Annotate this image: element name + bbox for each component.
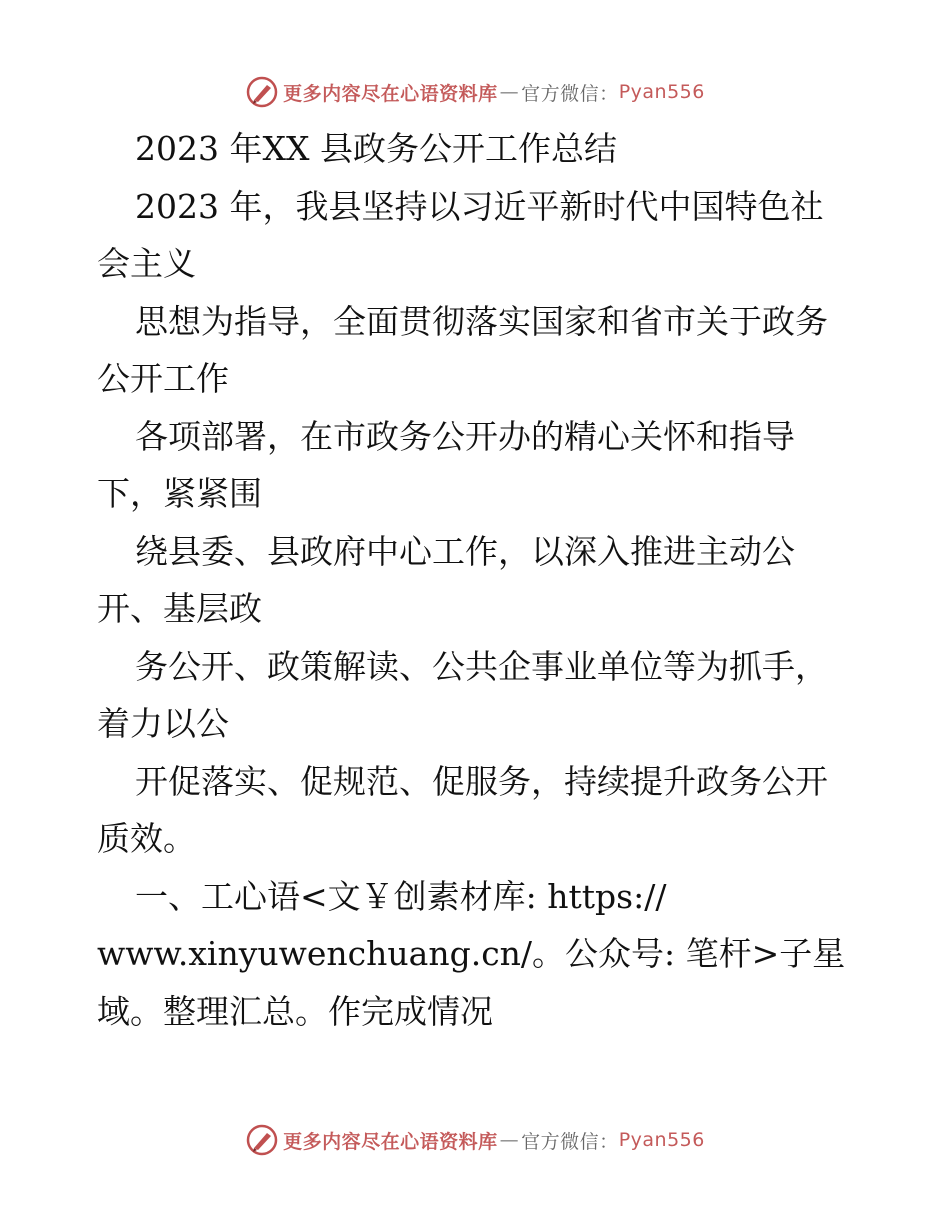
body-line: www.xinyuwenchuang.cn/。公众号: 笔杆>子星 xyxy=(97,934,846,973)
body-line: 会主义 xyxy=(97,244,196,283)
body-line: 着力以公 xyxy=(97,704,229,743)
pen-logo-icon xyxy=(245,1123,279,1157)
watermark-separator: — xyxy=(499,81,520,103)
body-line: 域。整理汇总。作完成情况 xyxy=(97,991,493,1031)
watermark-label: 官方微信： xyxy=(521,82,619,105)
watermark-text: 更多内容尽在心语资料库 xyxy=(283,1130,498,1153)
section-heading: 一、工心语<文￥创素材库: https:// xyxy=(135,876,667,916)
body-line: 绕县委、县政府中心工作，以深入推进主动公 xyxy=(135,531,795,571)
body-line: 思想为指导，全面贯彻落实国家和省市关于政务 xyxy=(135,301,828,341)
watermark-text: 更多内容尽在心语资料库 xyxy=(283,82,498,105)
document-body xyxy=(97,120,877,1040)
watermark-id: Pyan556 xyxy=(618,1129,705,1151)
watermark-separator: — xyxy=(499,1129,520,1151)
header-watermark xyxy=(0,72,950,112)
body-line: 下，紧紧围 xyxy=(97,474,262,513)
body-line: 质效。 xyxy=(97,819,196,858)
body-line: 2023 年，我县坚持以习近平新时代中国特色社 xyxy=(135,186,824,226)
body-line: 开、基层政 xyxy=(97,589,262,628)
body-line: 公开工作 xyxy=(97,359,229,398)
body-line: 开促落实、促规范、促服务，持续提升政务公开 xyxy=(135,761,828,801)
footer-watermark xyxy=(0,1120,950,1160)
body-line: 各项部署，在市政务公开办的精心关怀和指导 xyxy=(135,416,795,456)
pen-logo-icon xyxy=(245,75,279,109)
body-line: 务公开、政策解读、公共企事业单位等为抓手， xyxy=(135,646,828,686)
document-title: 2023 年XX 县政务公开工作总结 xyxy=(135,129,617,168)
watermark-id: Pyan556 xyxy=(618,81,705,103)
watermark-label: 官方微信： xyxy=(521,1130,619,1153)
